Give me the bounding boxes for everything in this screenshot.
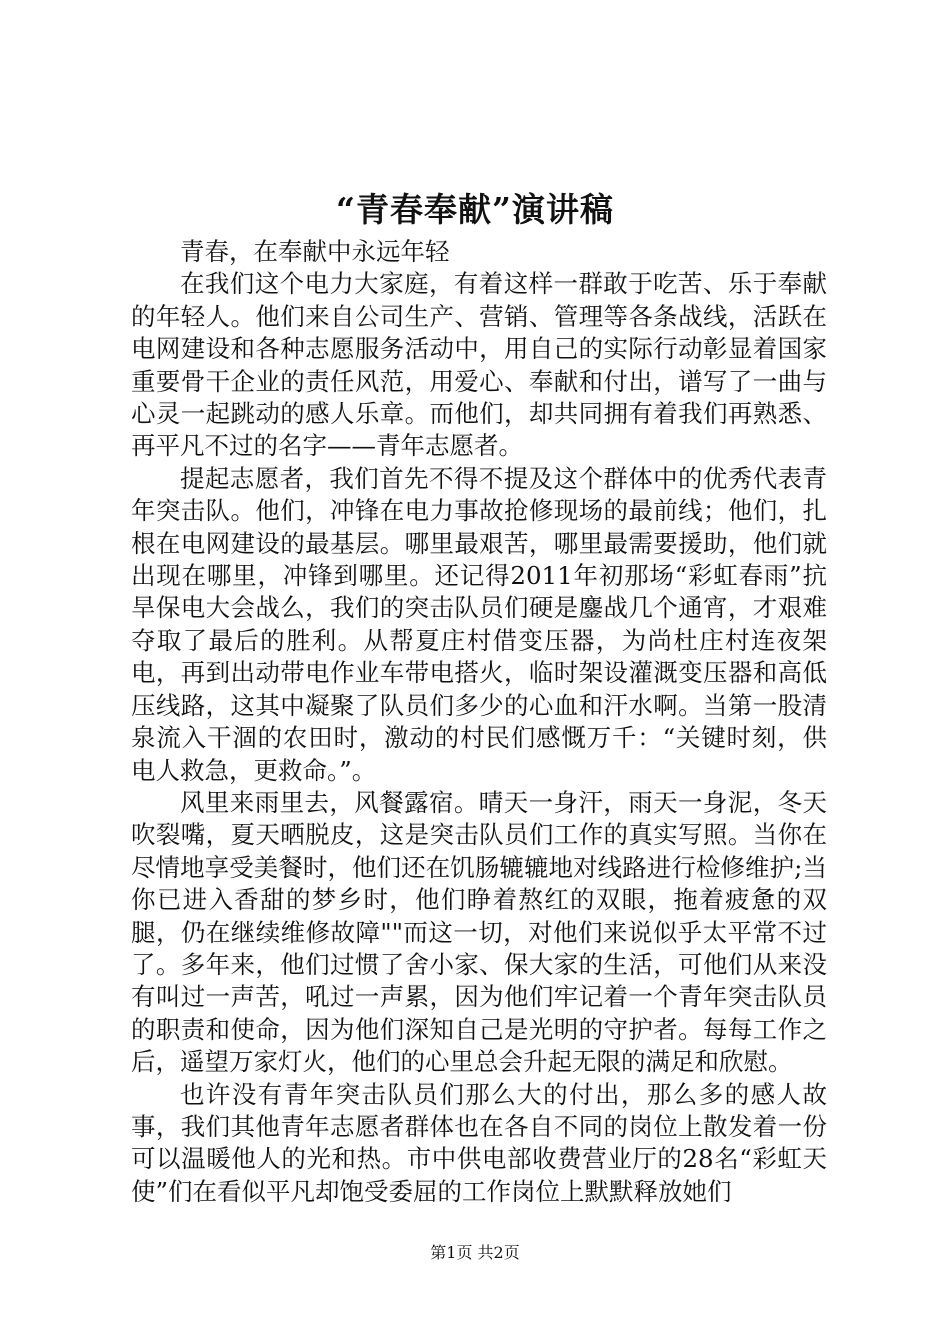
document-body [131, 236, 827, 1208]
page-footer: 第1页 共2页 [430, 1243, 520, 1262]
document-title: “青春奉献”演讲稿 [336, 190, 614, 229]
paragraph-1: 在我们这个电力大家庭，有着这样一群敢于吃苦、乐于奉献的年轻人。他们来自公司生产、营销、管理等各条战线，活跃在电网建设和各种志愿服务活动中，用自己的实际行动彰显着国家重要骨干企业的责任风范，用爱心、奉献和付出，谱写了一曲与心灵一起跳动的感人乐章。而他们，却共同拥有着我们再熟悉、再平凡不过的名字——青年志愿者。 [131, 269, 827, 461]
paragraph-4: 也许没有青年突击队员们那么大的付出，那么多的感人故事，我们其他青年志愿者群体也在各自不同的岗位上散发着一份可以温暖他人的光和热。市中供电部收费营业厅的28名“彩虹天使”们在看似平凡却饱受委屈的工作岗位上默默释放她们 [131, 1079, 827, 1206]
paragraph-subtitle: 青春，在奉献中永远年轻 [180, 237, 450, 266]
paragraph-2: 提起志愿者，我们首先不得不提及这个群体中的优秀代表青年突击队。他们，冲锋在电力事故抢修现场的最前线；他们，扎根在电网建设的最基层。哪里最艰苦，哪里最需要援助，他们就出现在哪里，冲锋到哪里。还记得2011年初那场“彩虹春雨”抗旱保电大会战么，我们的突击队员们硬是鏖战几个通宵，才艰难夺取了最后的胜利。从帮夏庄村借变压器，为尚杜庄村连夜架电，再到出动带电作业车带电搭火，临时架设灌溉变压器和高低压线路，这其中凝聚了队员们多少的心血和汗水啊。当第一股清泉流入干涸的农田时，激动的村民们感慨万千：“关键时刻，供电人救急，更救命。”。 [131, 463, 827, 785]
paragraph-3: 风里来雨里去，风餐露宿。晴天一身汗，雨天一身泥，冬天吹裂嘴，夏天晒脱皮，这是突击队员们工作的真实写照。当你在尽情地享受美餐时，他们还在饥肠辘辘地对线路进行检修维护;当你已进入香甜的梦乡时，他们睁着熬红的双眼，拖着疲惫的双腿，仍在继续维修故障""而这一切，对他们来说似乎太平常不过了。多年来，他们过惯了舍小家、保大家的生活，可他们从来没有叫过一声苦，吼过一声累，因为他们牢记着一个青年突击队员的职责和使命，因为他们深知自己是光明的守护者。每每工作之后，遥望万家灯火，他们的心里总会升起无限的满足和欣慰。 [131, 787, 827, 1077]
